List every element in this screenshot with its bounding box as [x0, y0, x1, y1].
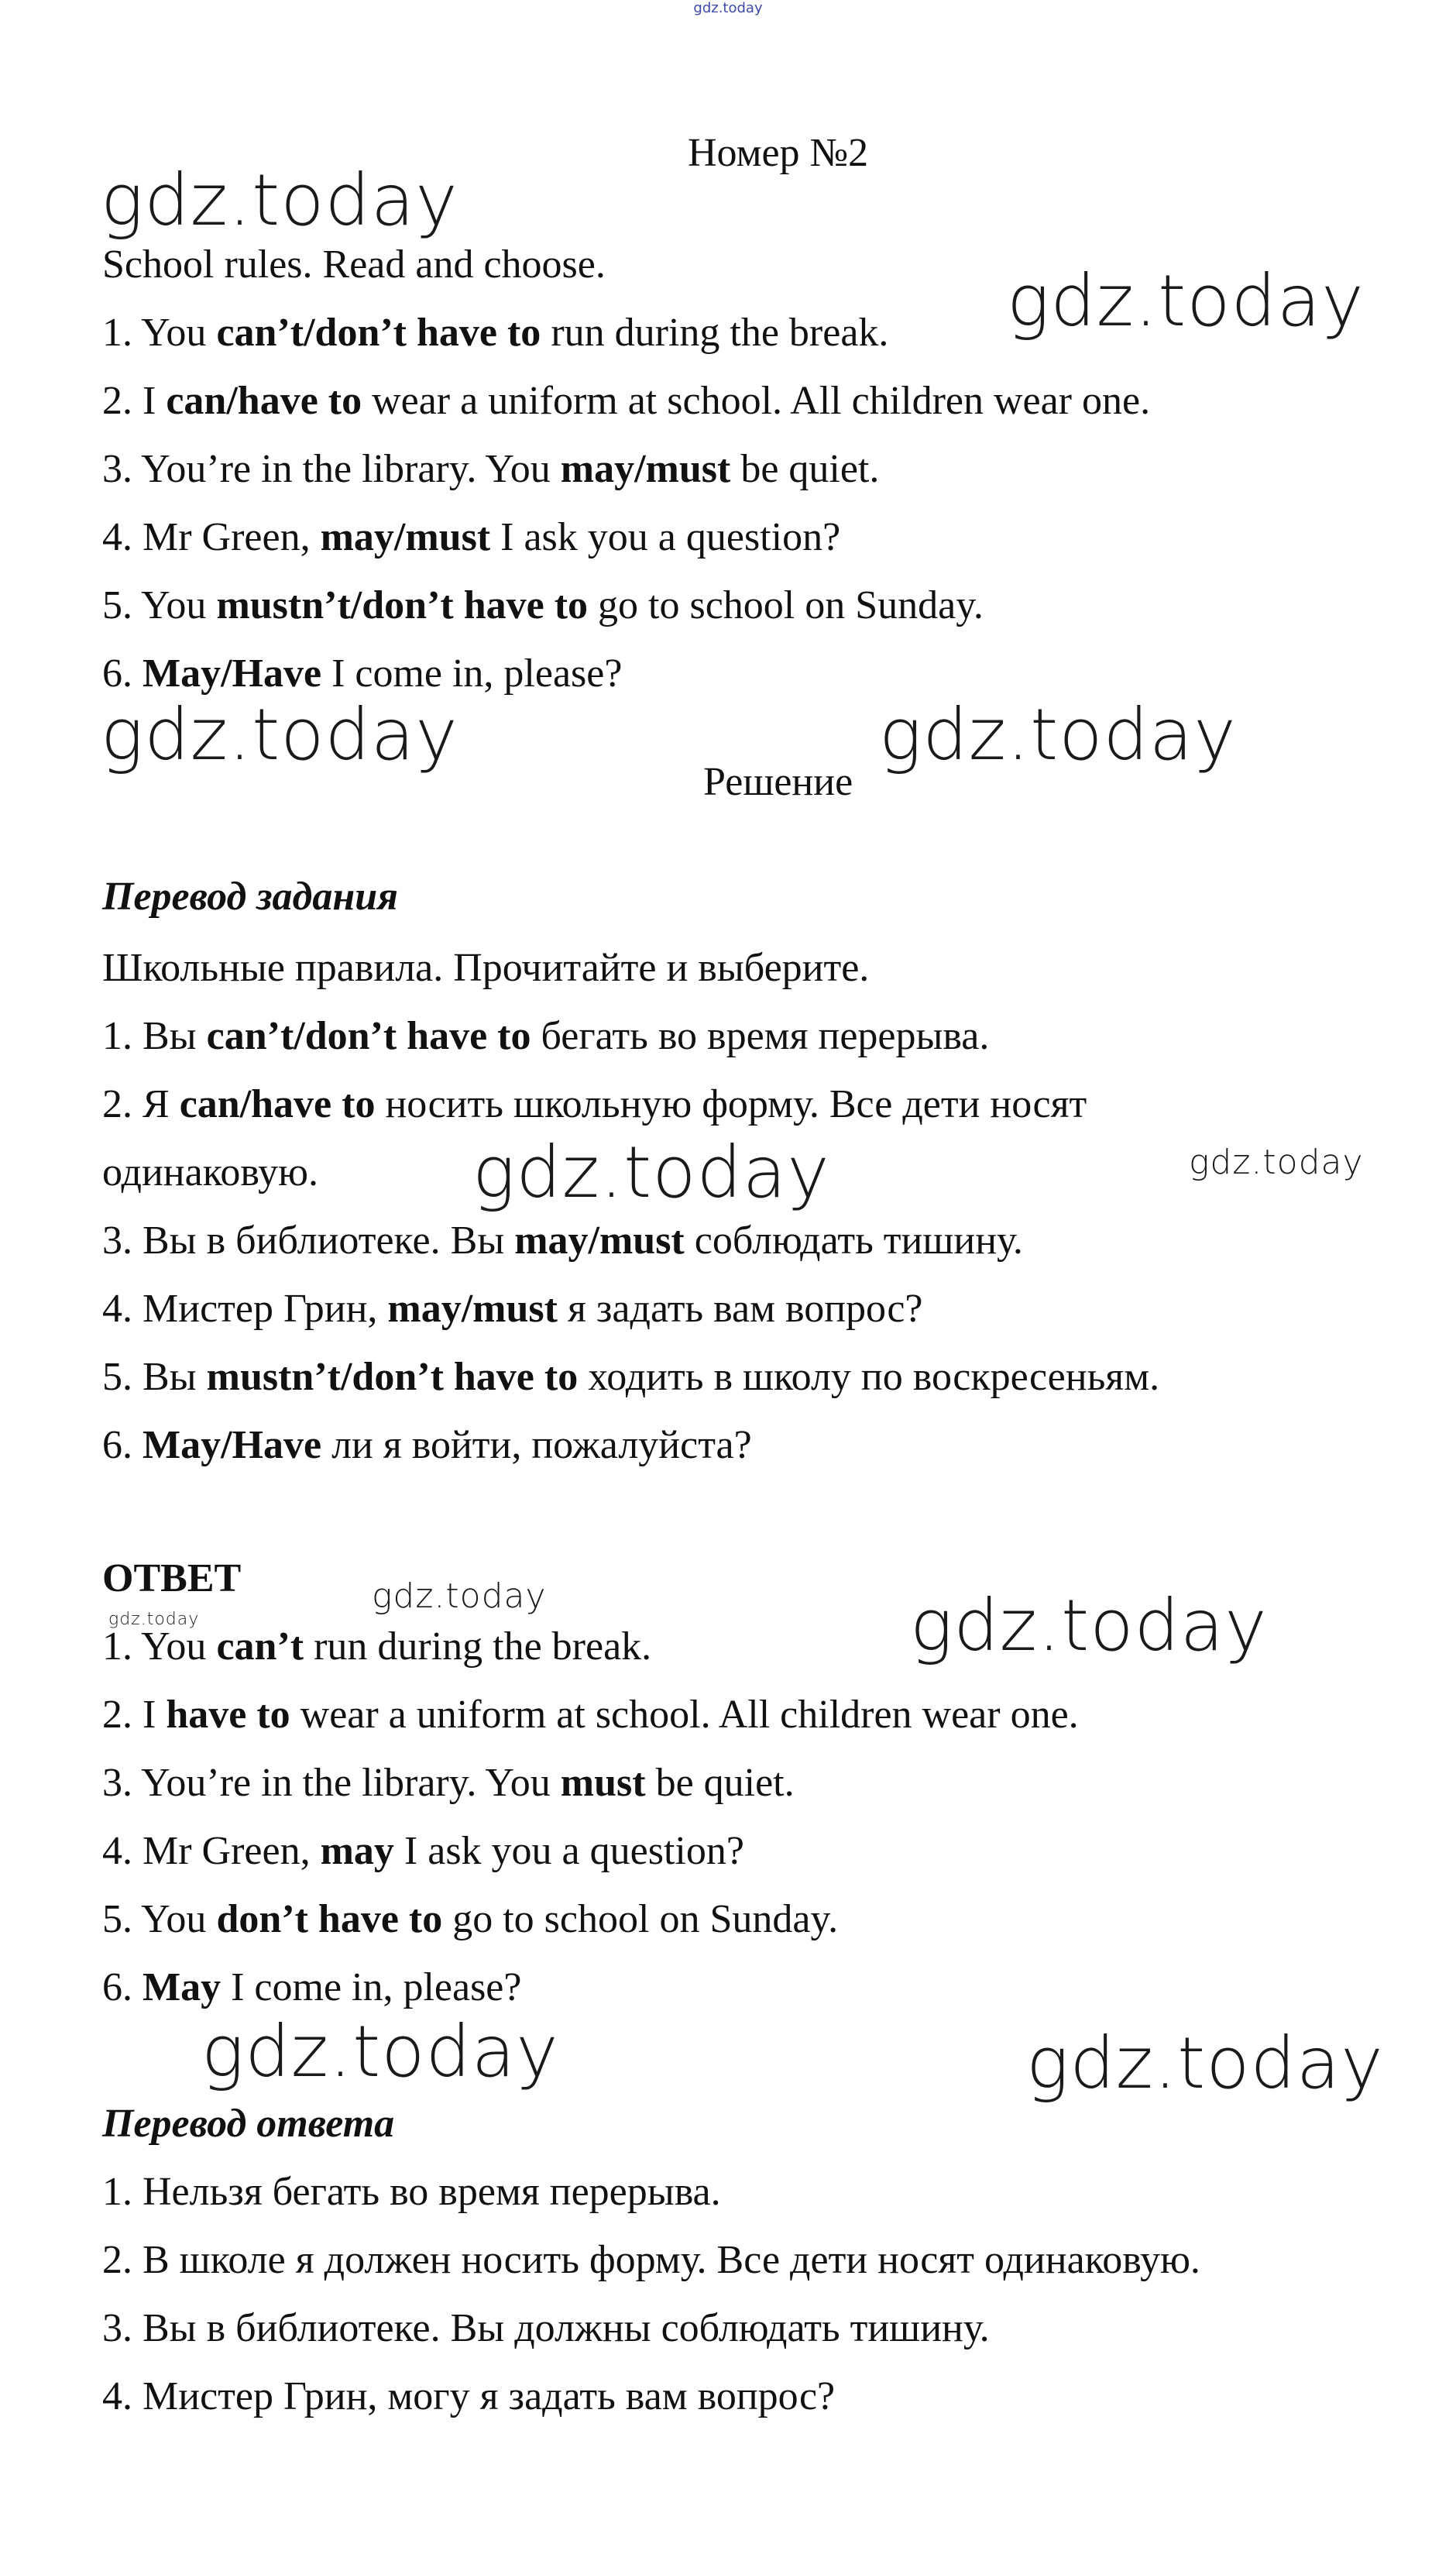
- task-item: 3. You’re in the library. You may/must be quiet.: [102, 447, 880, 491]
- answer-item: 3. You’re in the library. You must be quiet.: [102, 1761, 795, 1805]
- translation-task-intro: Школьные правила. Прочитайте и выберите.: [102, 946, 870, 990]
- translation-answer-item: 2. В школе я должен носить форму. Все дети носят одинаковую.: [102, 2238, 1200, 2282]
- translation-task-item: 5. Вы mustn’t/don’t have to ходить в школу по воскресеньям.: [102, 1355, 1160, 1399]
- translation-task-item-continued: одинаковую.: [102, 1150, 318, 1195]
- watermark-text: gdz.today: [201, 2010, 559, 2093]
- translation-task-item: 4. Мистер Грин, may/must я задать вам вопрос?: [102, 1287, 923, 1331]
- watermark-text: gdz.today: [910, 1584, 1268, 1667]
- translation-task-item: 3. Вы в библиотеке. Вы may/must соблюдать тишину.: [102, 1219, 1023, 1263]
- task-item: 5. You mustn’t/don’t have to go to school on Sunday.: [102, 583, 984, 627]
- answer-item: 1. You can’t run during the break.: [102, 1624, 652, 1669]
- answer-item: 4. Mr Green, may I ask you a question?: [102, 1829, 744, 1873]
- answer-item: 6. May I come in, please?: [102, 1965, 522, 2009]
- translation-answer-heading: Перевод ответа: [102, 2102, 395, 2146]
- watermark-text: gdz.today: [1189, 1143, 1364, 1182]
- answer-item: 5. You don’t have to go to school on Sunday.: [102, 1897, 839, 1941]
- solution-label: Решение: [703, 760, 853, 804]
- task-item: 1. You can’t/don’t have to run during the break.: [102, 311, 889, 355]
- watermark-text: gdz.today: [1007, 260, 1365, 342]
- translation-task-item: 1. Вы can’t/don’t have to бегать во время перерыва.: [102, 1014, 990, 1058]
- task-item: 2. I can/have to wear a uniform at school. All children wear one.: [102, 379, 1151, 423]
- translation-answer-item: 3. Вы в библиотеке. Вы должны соблюдать тишину.: [102, 2306, 990, 2350]
- task-item: 4. Mr Green, may/must I ask you a question?: [102, 515, 841, 559]
- watermark-text: gdz.today: [1026, 2022, 1384, 2105]
- translation-answer-item: 4. Мистер Грин, могу я задать вам вопрос?: [102, 2374, 836, 2418]
- top-watermark: gdz.today: [693, 0, 763, 16]
- answer-item: 2. I have to wear a uniform at school. All children wear one.: [102, 1693, 1079, 1737]
- task-item: 6. May/Have I come in, please?: [102, 651, 623, 696]
- watermark-text: gdz.today: [879, 693, 1237, 776]
- watermark-text: gdz.today: [372, 1576, 547, 1616]
- translation-task-item: 2. Я can/have to носить школьную форму. Все дети носят: [102, 1082, 1087, 1126]
- page-title: Номер №2: [688, 131, 869, 175]
- translation-answer-item: 1. Нельзя бегать во время перерыва.: [102, 2170, 721, 2214]
- watermark-text: gdz.today: [108, 1610, 200, 1629]
- watermark-text: gdz.today: [101, 693, 458, 776]
- translation-task-item: 6. May/Have ли я войти, пожалуйста?: [102, 1423, 752, 1467]
- answer-heading: ОТВЕТ: [102, 1556, 242, 1600]
- watermark-text: gdz.today: [101, 159, 458, 242]
- translation-task-heading: Перевод задания: [102, 875, 398, 919]
- watermark-text: gdz.today: [472, 1131, 830, 1214]
- task-intro: School rules. Read and choose.: [102, 242, 606, 287]
